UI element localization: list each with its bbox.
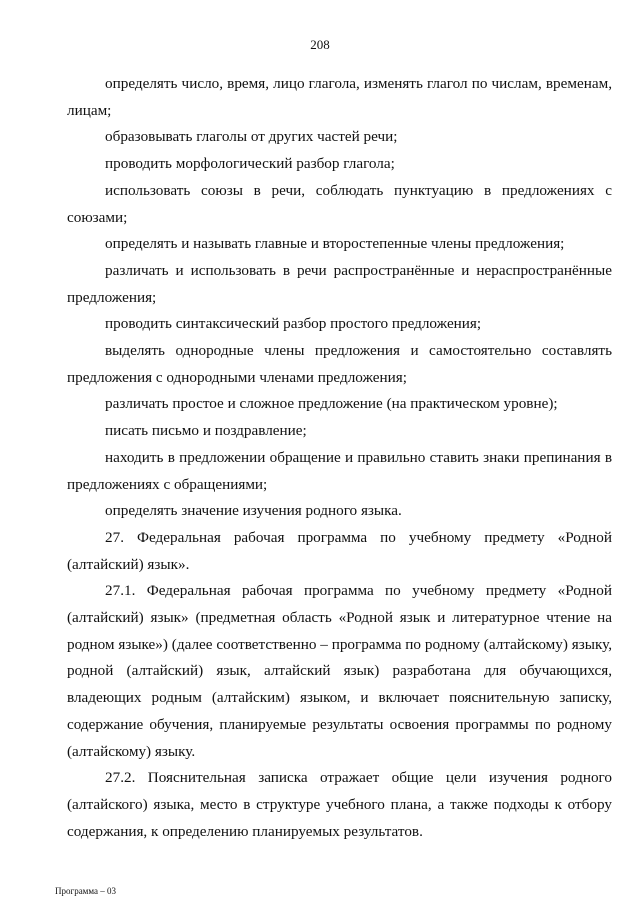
- section-27-2: 27.2. Пояснительная записка отражает общие цели изучения родного (алтайского) языка, место в структуре учебного плана, а также подходы к отбору содержания, к определению планируемых результатов.: [67, 769, 612, 840]
- paragraph: писать письмо и поздравление;: [105, 422, 307, 440]
- paragraph: находить в предложении обращение и правильно ставить знаки препинания в предложениях с обращениями;: [67, 448, 612, 493]
- paragraph: использовать союзы в речи, соблюдать пунктуацию в предложениях с союзами;: [67, 181, 612, 226]
- section-heading-27: 27. Федеральная рабочая программа по учебному предмету «Родной (алтайский) язык».: [67, 528, 612, 573]
- paragraph: образовывать глаголы от других частей речи;: [105, 128, 398, 146]
- paragraph: определять и называть главные и второстепенные члены предложения;: [105, 235, 565, 253]
- section-27-1: 27.1. Федеральная рабочая программа по учебному предмету «Родной (алтайский) язык» (предметная область «Родной язык и литературное чтение на родном языке») (далее соответственно – программа по родному (алтайскому) языку, родной (алтайский) язык, алтайский язык) разработана для обучающихся, владеющих родным (алтайским) языком, и включает пояснительную записку, содержание обучения, планируемые результаты освоения программы по родному (алтайскому) языку.: [67, 582, 612, 760]
- paragraph: определять число, время, лицо глагола, изменять глагол по числам, временам, лицам;: [67, 75, 612, 119]
- paragraph: проводить синтаксический разбор простого предложения;: [105, 315, 482, 333]
- paragraph: выделять однородные члены предложения и самостоятельно составлять предложения с однородными членами предложения;: [67, 342, 612, 386]
- paragraph: проводить морфологический разбор глагола;: [105, 155, 395, 173]
- paragraph: различать простое и сложное предложение (на практическом уровне);: [105, 395, 558, 413]
- page-number: 208: [310, 37, 330, 52]
- body-text: [67, 71, 612, 845]
- paragraph: определять значение изучения родного языка.: [105, 502, 402, 520]
- footer-label: Программа – 03: [55, 886, 117, 896]
- paragraph: различать и использовать в речи распространённые и нераспространённые предложения;: [67, 261, 612, 306]
